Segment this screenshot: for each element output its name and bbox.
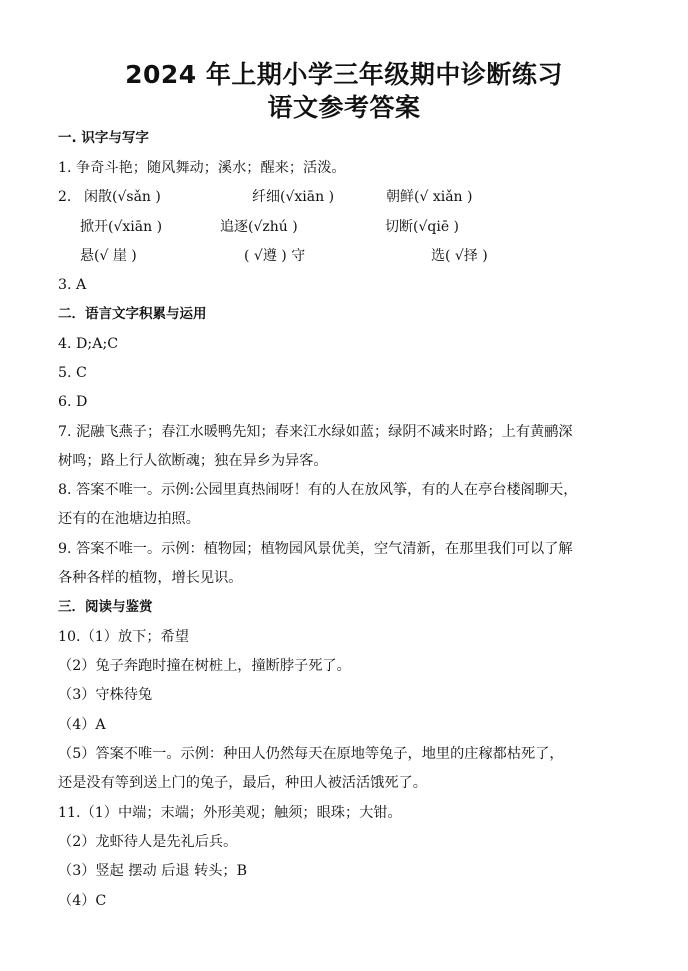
answer-q7-line-2: 树鸣；路上行人欲断魂；独在异乡为异客。 bbox=[58, 453, 328, 469]
answer-q11-3: （3）竖起 摆动 后退 转头；B bbox=[58, 863, 248, 879]
answer-q11-2: （2）龙虾待人是先礼后兵。 bbox=[58, 834, 238, 850]
answer-q10-5-line-2: 还是没有等到送上门的兔子，最后，种田人被活活饿死了。 bbox=[58, 775, 427, 791]
answer-q10-5-line-1: （5）答案不唯一。示例：种田人仍然每天在原地等兔子，地里的庄稼都枯死了， bbox=[58, 746, 564, 762]
answer-q5: 5. C bbox=[58, 365, 87, 381]
answer-q3: 3. A bbox=[58, 277, 87, 293]
q2-item: 掀开(√xiān ) bbox=[80, 219, 163, 235]
answer-q11-4: （4）C bbox=[58, 893, 107, 909]
section-3-heading: 三．阅读与鉴赏 bbox=[58, 599, 153, 615]
answer-q2-label: 2. bbox=[58, 189, 72, 205]
answer-q10-2: （2）兔子奔跑时撞在树桩上，撞断脖子死了。 bbox=[58, 658, 351, 674]
answer-q10-4: （4）A bbox=[58, 717, 106, 733]
q2-item: 选( √择 ) bbox=[431, 248, 488, 264]
section-1-heading: 一. 识字与写字 bbox=[58, 130, 149, 146]
answer-q4: 4. D;A;C bbox=[58, 336, 119, 352]
answer-q9-line-2: 各种各样的植物，增长见识。 bbox=[58, 570, 243, 586]
answer-q10-1: 10.（1）放下；希望 bbox=[58, 629, 189, 645]
answer-q8-line-1: 8. 答案不唯一。示例:公园里真热闹呀！有的人在放风筝，有的人在亭台楼阁聊天， bbox=[58, 482, 578, 498]
answer-q7-line-1: 7. 泥融飞燕子；春江水暖鸭先知；春来江水绿如蓝；绿阴不减来时路；上有黄鹂深 bbox=[58, 424, 573, 440]
answer-q8-line-2: 还有的在池塘边拍照。 bbox=[58, 511, 200, 527]
answer-q1: 1. 争奇斗艳；随风舞动；溪水；醒来；活泼。 bbox=[58, 160, 346, 176]
section-2-heading: 二．语言文字积累与运用 bbox=[58, 306, 207, 322]
q2-item: 悬(√ 崖 ) bbox=[80, 248, 137, 264]
q2-item: 闲散(√sǎn ) bbox=[84, 189, 161, 205]
title-line-1: 2024 年上期小学三年级期中诊断练习 bbox=[125, 60, 563, 89]
answer-q6: 6. D bbox=[58, 394, 88, 410]
q2-item: ( √遵 ) 守 bbox=[244, 248, 306, 264]
answer-q10-3: （3）守株待兔 bbox=[58, 687, 153, 703]
q2-item: 纤细(√xiān ) bbox=[252, 189, 335, 205]
answer-q11-1: 11.（1）中端；末端；外形美观；触须；眼珠；大钳。 bbox=[58, 805, 402, 821]
q2-item: 朝鲜(√ xiǎn ) bbox=[386, 189, 473, 205]
title-line-2: 语文参考答案 bbox=[267, 93, 421, 122]
q2-item: 切断(√qiē ) bbox=[385, 219, 460, 235]
q2-item: 追逐(√zhú ) bbox=[220, 219, 298, 235]
answer-q9-line-1: 9. 答案不唯一。示例：植物园；植物园风景优美，空气清新，在那里我们可以了解 bbox=[58, 541, 573, 557]
